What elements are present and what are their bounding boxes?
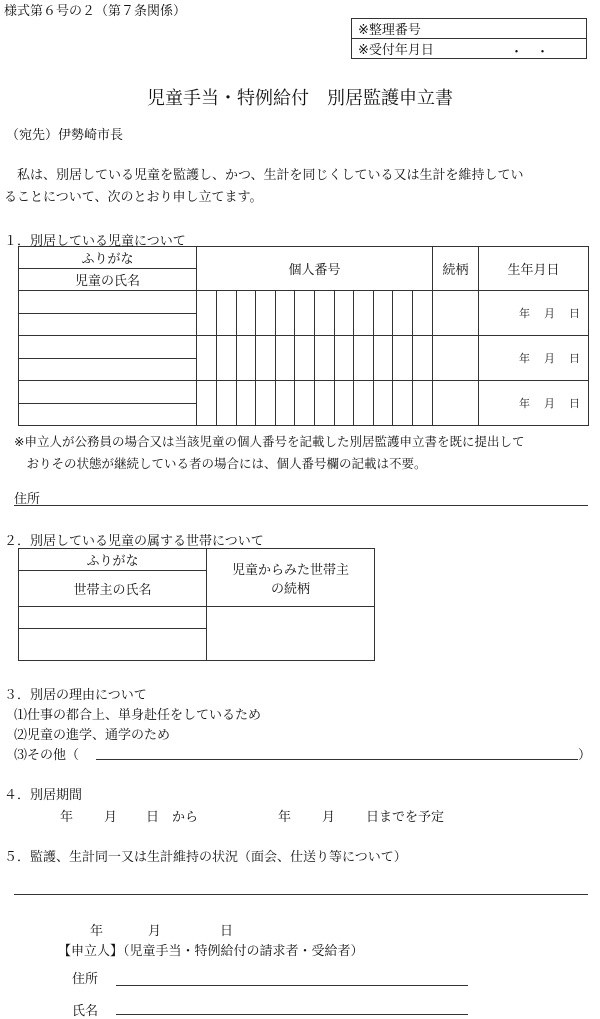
col-mynumber: 個人番号 bbox=[197, 247, 433, 291]
col-head-name: 世帯主の氏名 bbox=[19, 571, 207, 607]
section5-heading: ５．監護、生計同一又は生計維持の状況（面会、仕送り等について） bbox=[4, 850, 407, 865]
applicant-name-label: 氏名 bbox=[72, 1004, 99, 1019]
reason-other-close: ） bbox=[578, 748, 592, 763]
household-table bbox=[18, 548, 375, 661]
period-from-day: 日 から bbox=[146, 810, 199, 825]
section4-heading: ４．別居期間 bbox=[4, 788, 83, 803]
head-furigana-field[interactable] bbox=[19, 607, 207, 629]
child-relation-field[interactable] bbox=[433, 336, 479, 381]
child-birthdate-field[interactable]: 年 月 日 bbox=[479, 291, 589, 336]
applicant-label: 【申立人】（児童手当・特例給付の請求者・受給者） bbox=[58, 944, 364, 959]
intro-line-2: ることについて、次のとおり申し立てます。 bbox=[4, 190, 263, 205]
footer-date-month: 月 bbox=[148, 924, 162, 939]
child-furigana-field[interactable] bbox=[19, 336, 197, 359]
child-relation-field[interactable] bbox=[433, 291, 479, 336]
footer-date-year: 年 bbox=[90, 924, 104, 939]
period-from-month: 月 bbox=[104, 810, 118, 825]
child-furigana-field[interactable] bbox=[19, 291, 197, 314]
footer-date-day: 日 bbox=[220, 924, 234, 939]
section3-heading: ３．別居の理由について bbox=[4, 688, 147, 703]
applicant-name-line[interactable] bbox=[116, 1014, 468, 1015]
child-birthdate-field[interactable]: 年 月 日 bbox=[479, 336, 589, 381]
col-furigana: ふりがな bbox=[19, 247, 197, 269]
applicant-address-line[interactable] bbox=[116, 985, 468, 986]
child-name-field[interactable] bbox=[19, 403, 197, 426]
status-line[interactable] bbox=[14, 894, 588, 895]
reason-option-1[interactable]: ⑴仕事の都合上、単身赴任をしているため bbox=[14, 708, 262, 723]
child-name-field[interactable] bbox=[19, 358, 197, 381]
child-relation-field[interactable] bbox=[433, 381, 479, 426]
form-number: 様式第６号の２（第７条関係） bbox=[4, 4, 187, 19]
office-use-box bbox=[351, 18, 587, 59]
period-to-year: 年 bbox=[278, 810, 292, 825]
address-line[interactable] bbox=[14, 505, 588, 506]
applicant-address-label: 住所 bbox=[72, 972, 99, 987]
period-from-year: 年 bbox=[60, 810, 74, 825]
child-table bbox=[18, 246, 589, 426]
address-label: 住所 bbox=[14, 492, 41, 507]
head-name-field[interactable] bbox=[19, 629, 207, 661]
section1-heading: １．別居している児童について bbox=[4, 234, 186, 249]
child-furigana-field[interactable] bbox=[19, 381, 197, 404]
child-birthdate-field[interactable]: 年 月 日 bbox=[479, 381, 589, 426]
reference-number-cell bbox=[352, 19, 587, 39]
col-birthdate: 生年月日 bbox=[479, 247, 589, 291]
section1-note-line-2: おりその状態が継続している者の場合には、個人番号欄の記載は不要。 bbox=[14, 456, 427, 471]
col-head-relation: 児童からみた世帯主 の続柄 bbox=[207, 549, 375, 607]
child-mynumber-field[interactable] bbox=[197, 381, 433, 426]
col-head-furigana: ふりがな bbox=[19, 549, 207, 571]
section1-note-line-1: ※申立人が公務員の場合又は当該児童の個人番号を記載した別居監護申立書を既に提出して bbox=[14, 434, 525, 449]
child-name-field[interactable] bbox=[19, 313, 197, 336]
reason-other-line[interactable] bbox=[96, 759, 578, 760]
received-date-label: ※受付年月日 bbox=[358, 43, 434, 58]
reference-number-label: ※整理番号 bbox=[358, 23, 421, 38]
received-date-cell bbox=[352, 39, 587, 59]
section2-heading: ２．別居している児童の属する世帯について bbox=[4, 534, 264, 549]
reason-option-3[interactable]: ⑶その他（ bbox=[14, 748, 80, 763]
period-to-month: 月 bbox=[322, 810, 336, 825]
col-child-name: 児童の氏名 bbox=[19, 269, 197, 291]
intro-line-1: 私は、別居している児童を監護し、かつ、生計を同じくしている又は生計を維持してい bbox=[4, 168, 524, 183]
head-relation-field[interactable] bbox=[207, 607, 375, 661]
period-to-day: 日までを予定 bbox=[366, 810, 445, 825]
child-mynumber-field[interactable] bbox=[197, 291, 433, 336]
child-mynumber-field[interactable] bbox=[197, 336, 433, 381]
page-title: 児童手当・特例給付 別居監護申立書 bbox=[147, 88, 453, 109]
addressee: （宛先）伊勢崎市長 bbox=[6, 128, 124, 143]
reason-option-2[interactable]: ⑵児童の進学、通学のため bbox=[14, 728, 171, 743]
received-date-dots: ・ ・ bbox=[510, 45, 550, 60]
col-relation: 続柄 bbox=[433, 247, 479, 291]
